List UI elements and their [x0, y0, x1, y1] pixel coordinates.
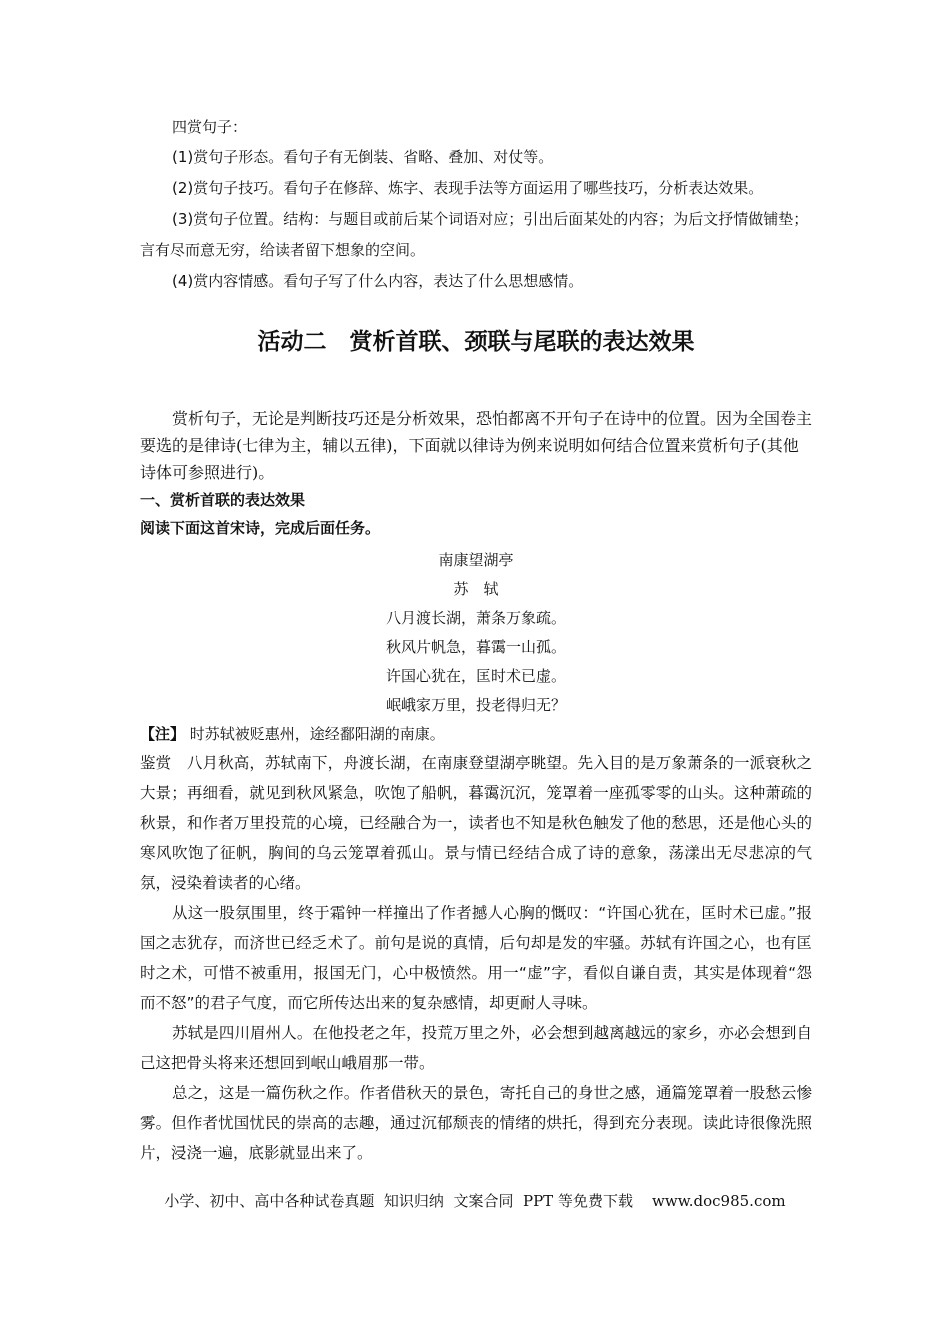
poem-line: 岷峨家万里，投老得归无？	[385, 696, 566, 714]
poem	[140, 546, 812, 720]
section-four-item-2: (2)赏句子技巧。看句子在修辞、炼字、表现手法等方面运用了哪些技巧，分析表达效果。	[172, 179, 764, 197]
section-four-heading: 四赏句子：	[172, 118, 248, 136]
note	[140, 720, 812, 748]
task-instruction: 阅读下面这首宋诗，完成后面任务。	[140, 519, 381, 537]
appreciation-label: 鉴赏	[140, 754, 172, 772]
appreciation-text: 八月秋高，苏轼南下，舟渡长湖，在南康登望湖亭眺望。先入目的是万象萧条的一派衰秋之大景；再细看，就见到秋风紧急，吹饱了船帆，暮霭沉沉，笼罩着一座孤零零的山头。这种萧疏的秋景，和作者万里投荒的心境，已经融合为一，读者也不知是秋色触发了他的愁思，还是他心头的寒风吹饱了征帆，胸间的乌云笼罩着孤山。景与情已经结合成了诗的意象，荡漾出无尽悲凉的气氛，浸染着读者的心绪。	[140, 754, 812, 892]
poem-author: 苏 轼	[453, 580, 499, 598]
page-footer: 小学、初中、高中各种试卷真题 知识归纳 文案合同 PPT 等免费下载 www.doc985.com	[164, 1192, 786, 1210]
poem-line: 许国心犹在，匡时术已虚。	[385, 667, 566, 685]
activity-title: 活动二 赏析首联、颈联与尾联的表达效果	[257, 329, 695, 355]
poem-title: 南康望湖亭	[438, 551, 514, 569]
appreciation-paragraph: 从这一股氛围里，终于霜钟一样撞出了作者撼人心胸的慨叹：“许国心犹在，匡时术已虚。”报国之志犹存，而济世已经乏术了。前句是说的真情，后句却是发的牢骚。苏轼有许国之心，也有匡时之术，可惜不被重用，报国无门，心中极愤然。用一“虚”字，看似自谦自责，其实是体现着“怨而不怒”的君子气度，而它所传达出来的复杂感情，却更耐人寻味。	[140, 904, 812, 1012]
section-four-item-3: (3)赏句子位置。结构：与题目或前后某个词语对应；引出后面某处的内容；为后文抒情做铺垫；言有尽而意无穷，给读者留下想象的空间。	[140, 210, 809, 259]
appreciation-paragraph: 总之，这是一篇伤秋之作。作者借秋天的景色，寄托自己的身世之感，通篇笼罩着一股愁云惨雾。但作者忧国忧民的崇高的志趣，通过沉郁颓丧的情绪的烘托，得到充分表现。读此诗很像洗照片，浸浇一遍，底影就显出来了。	[140, 1084, 812, 1162]
note-text: 时苏轼被贬惠州，途经鄱阳湖的南康。	[189, 725, 445, 743]
section-four-item-1: (1)赏句子形态。看句子有无倒装、省略、叠加、对仗等。	[172, 148, 554, 166]
intro-paragraph: 赏析句子，无论是判断技巧还是分析效果，恐怕都离不开句子在诗中的位置。因为全国卷主要选的是律诗(七律为主，辅以五律)，下面就以律诗为例来说明如何结合位置来赏析句子(其他诗体可参照进行)。	[140, 409, 813, 482]
poem-line: 八月渡长湖，萧条万象疏。	[385, 609, 566, 627]
subsection-heading: 一、赏析首联的表达效果	[140, 491, 306, 509]
appreciation-paragraph: 苏轼是四川眉州人。在他投老之年，投荒万里之外，必会想到越离越远的家乡，亦必会想到自己这把骨头将来还想回到岷山峨眉那一带。	[140, 1024, 812, 1072]
poem-line: 秋风片帆急，暮霭一山孤。	[385, 638, 566, 656]
section-four-item-4: (4)赏内容情感。看句子写了什么内容，表达了什么思想感情。	[172, 272, 584, 290]
appreciation-paragraph	[140, 748, 812, 898]
note-label: 【注】	[140, 725, 186, 743]
document-page	[140, 112, 812, 1168]
